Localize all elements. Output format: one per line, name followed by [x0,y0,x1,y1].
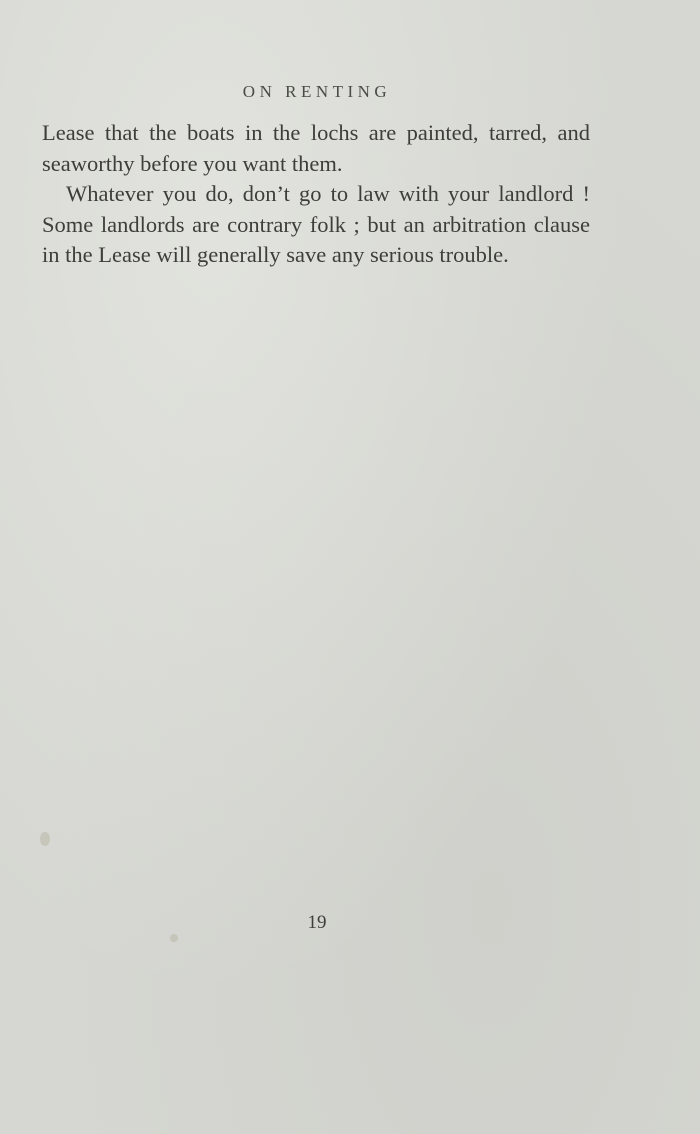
paragraph: Lease that the boats in the lochs are painted, tarred, and seaworthy before you want them. [42,120,590,176]
paper-blemish [170,934,178,942]
paragraph: Whatever you do, don’t go to law with your landlord ! Some landlords are contrary folk ; but an arbitration clause in the Lease will generally save any serious trouble. [42,181,590,268]
page-number: 19 [307,912,327,933]
body-text [42,118,590,271]
running-title: ON RENTING [242,82,392,101]
paper-blemish [40,832,50,846]
